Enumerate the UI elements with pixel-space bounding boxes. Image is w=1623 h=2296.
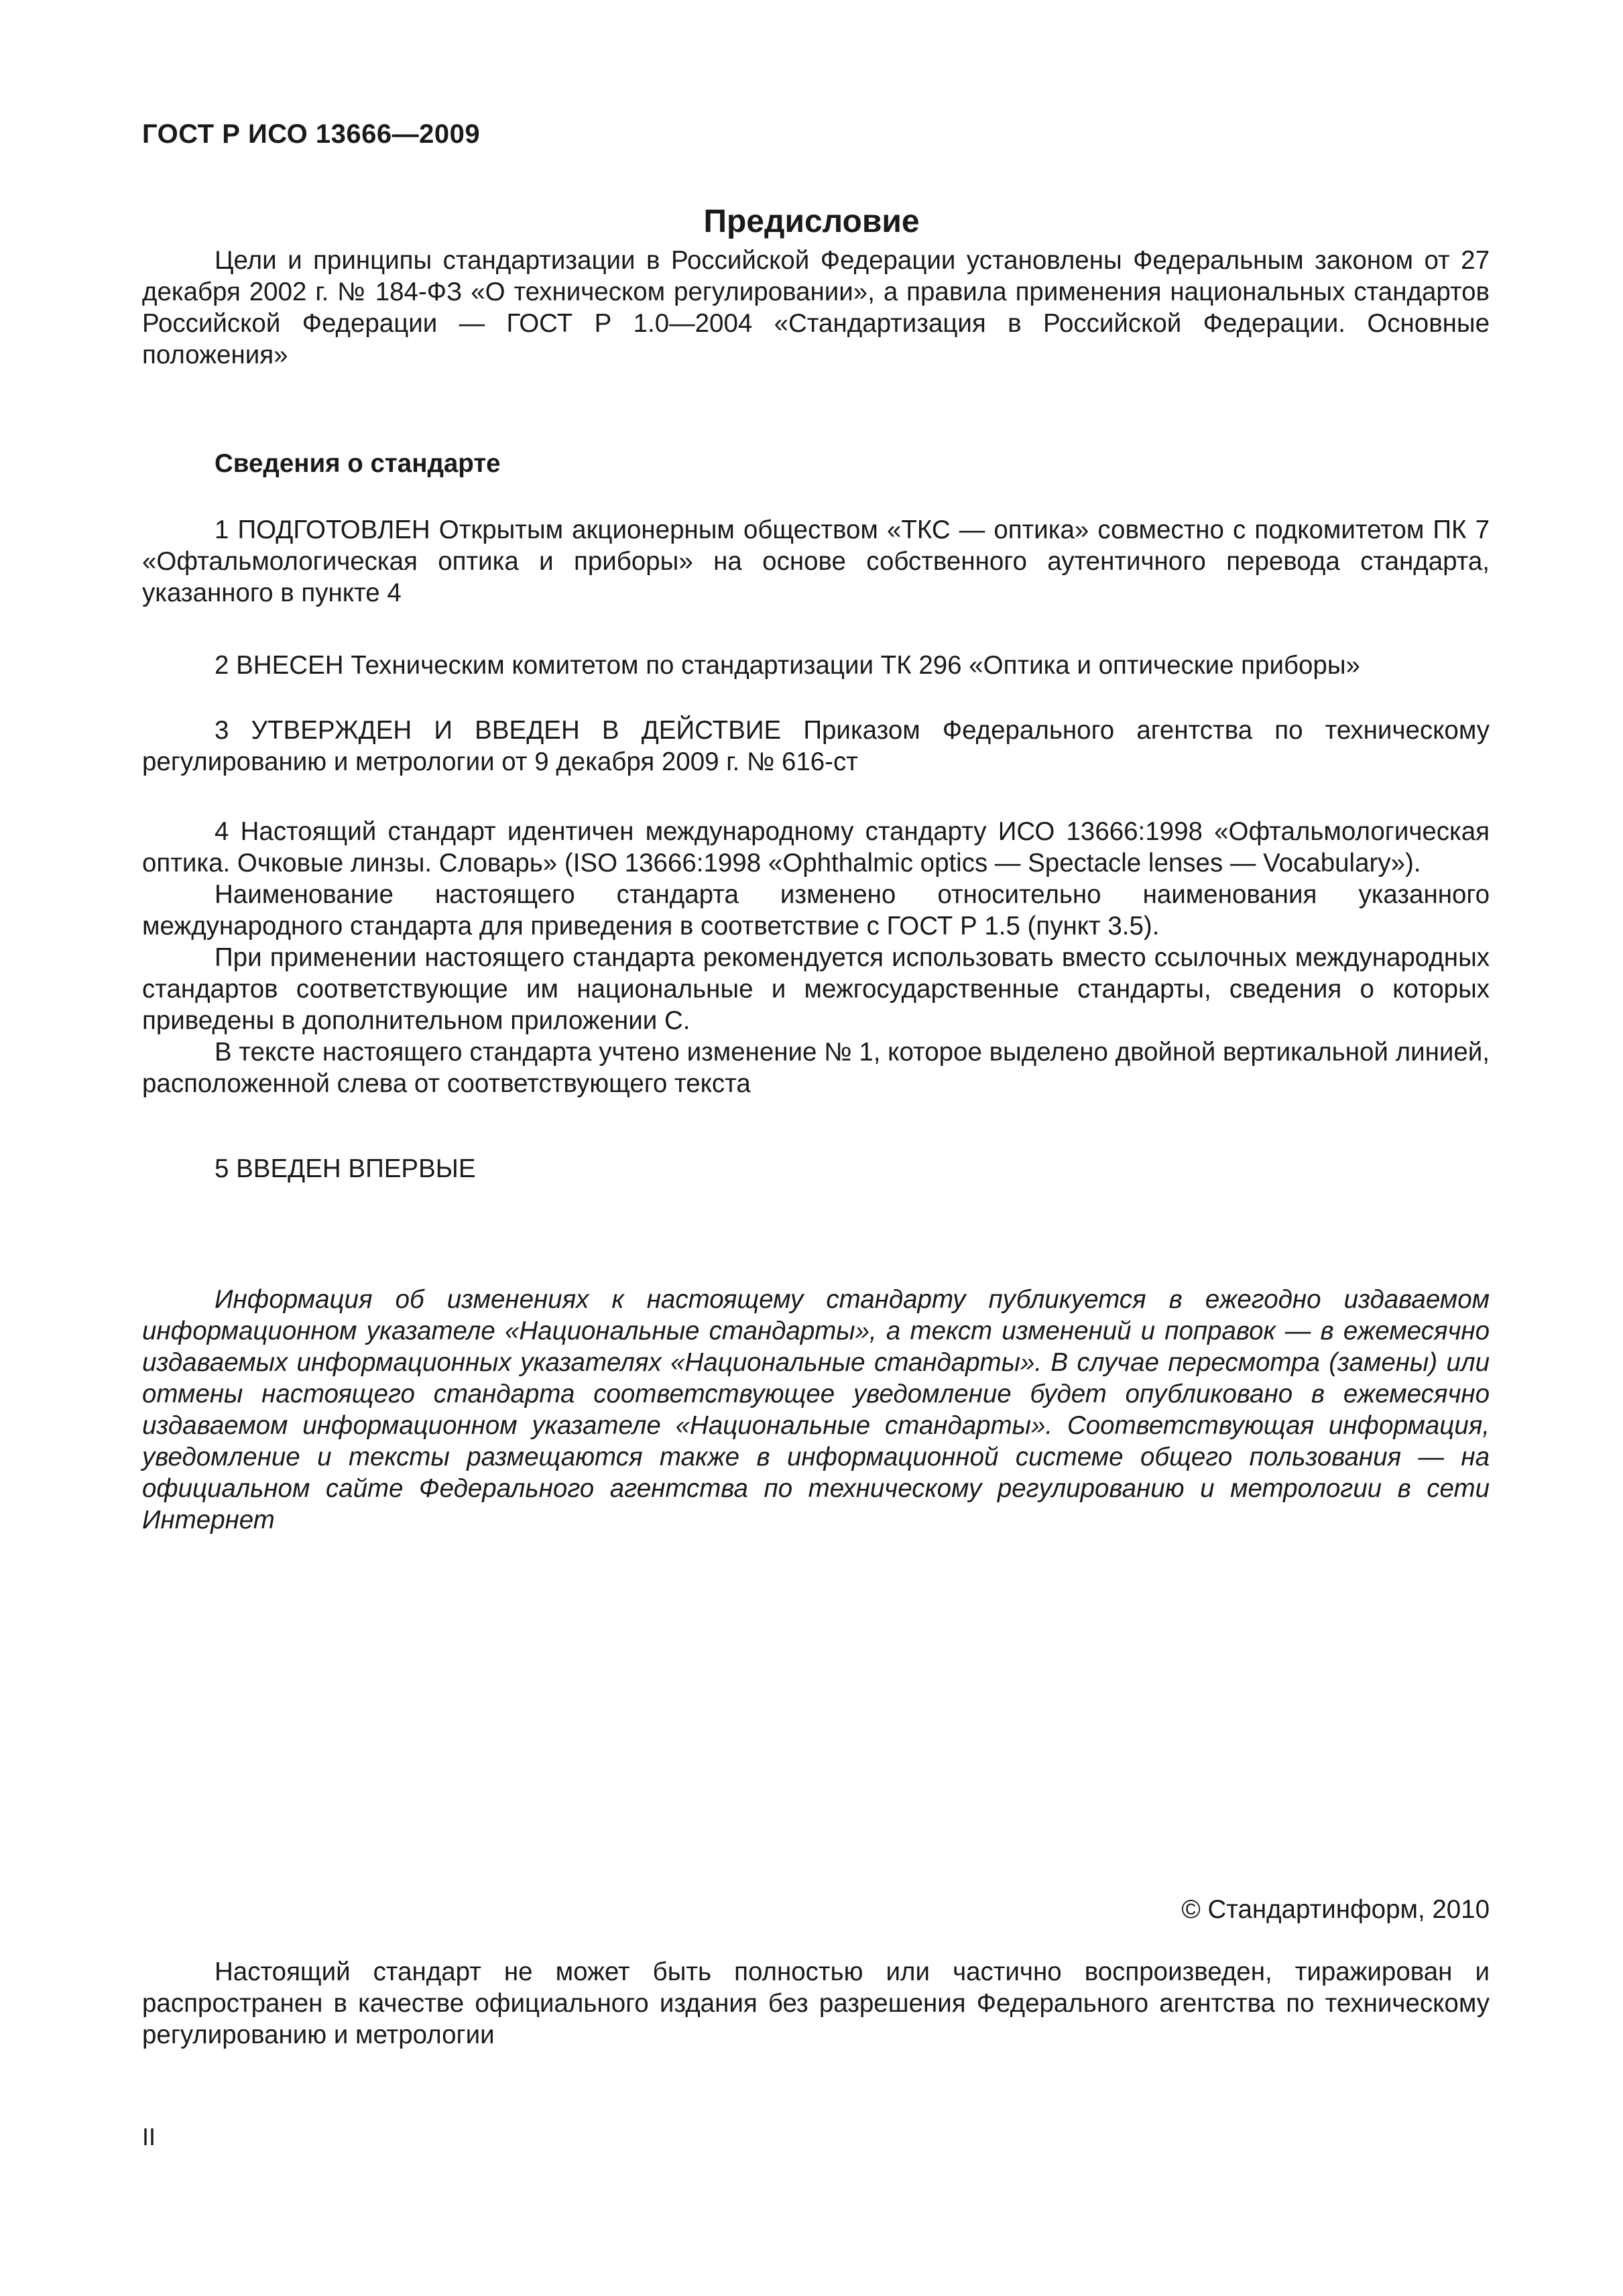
about-item-5: 5 ВВЕДЕН ВПЕРВЫЕ [215, 1154, 476, 1183]
section-title: Предисловие [703, 204, 920, 239]
about-standard-heading: Сведения о стандарте [215, 449, 501, 478]
about-item-4-para-1: 4 Настоящий стандарт идентичен международному стандарту ИСО 13666:1998 «Офтальмологическая оптика. Очковые линзы. Словарь» (ISO 13666:1998 «Ophthalmic optics — Spectacle lenses — Vocabulary»). [142, 817, 1490, 878]
amendments-notice [142, 1284, 1490, 1536]
intro-paragraph [142, 245, 1490, 371]
about-item-1-text: 1 ПОДГОТОВЛЕН Открытым акционерным обществом «ТКС — оптика» совместно с подкомитетом ПК 7 «Офтальмологическая оптика и приборы» на основе собственного аутентичного перевода стандарта, указанного в пункте 4 [142, 516, 1490, 607]
about-item-4 [142, 816, 1490, 1099]
reproduction-notice-text: Настоящий стандарт не может быть полностью или частично воспроизведен, тиражирован и распространен в качестве официального издания без разрешения Федерального агентства по техническому регулированию и метрологии [142, 1957, 1490, 2049]
about-item-3-text: 3 УТВЕРЖДЕН И ВВЕДЕН В ДЕЙСТВИЕ Приказом Федерального агентства по техническому регулированию и метрологии от 9 декабря 2009 г. № 616-ст [142, 716, 1490, 776]
about-item-4-para-3: При применении настоящего стандарта рекомендуется использовать вместо ссылочных международных стандартов соответствующие им национальные и межгосударственные стандарты, сведения о которых приведены в дополнительном приложении С. [142, 943, 1490, 1035]
copyright-line: © Стандартинформ, 2010 [1181, 1895, 1490, 1924]
document-code-header: ГОСТ Р ИСО 13666—2009 [142, 119, 481, 149]
page-number: II [142, 2123, 156, 2151]
about-item-4-para-4: В тексте настоящего стандарта учтено изменение № 1, которое выделено двойной вертикальной линией, расположенной слева от соответствующего текста [142, 1038, 1490, 1098]
amendments-notice-text: Информация об изменениях к настоящему стандарту публикуется в ежегодно издаваемом информационном указателе «Национальные стандарты», а текст изменений и поправок — в ежемесячно издаваемых информационных указателях «Национальные стандарты». В случае пересмотра (замены) или отмены настоящего стандарта соответствующее уведомление будет опубликовано в ежемесячно издаваемом информационном указателе «Национальные стандарты». Соответствующая информация, уведомление и тексты размещаются также в информационной системе общего пользования — на официальном сайте Федерального агентства по техническому регулированию и метрологии в сети Интернет [142, 1285, 1490, 1534]
about-item-3 [142, 715, 1490, 778]
reproduction-notice [142, 1956, 1490, 2051]
about-item-4-para-2: Наименование настоящего стандарта изменено относительно наименования указанного международного стандарта для приведения в соответствие с ГОСТ Р 1.5 (пункт 3.5). [142, 880, 1490, 941]
about-item-2: 2 ВНЕСЕН Техническим комитетом по стандартизации ТК 296 «Оптика и оптические приборы» [215, 651, 1360, 680]
about-item-1 [142, 514, 1490, 609]
intro-text: Цели и принципы стандартизации в Российской Федерации установлены Федеральным законом от 27 декабря 2002 г. № 184-ФЗ «О техническом регулировании», а правила применения национальных стандартов Российской Федерации — ГОСТ Р 1.0—2004 «Стандартизация в Российской Федерации. Основные положения» [142, 246, 1490, 369]
